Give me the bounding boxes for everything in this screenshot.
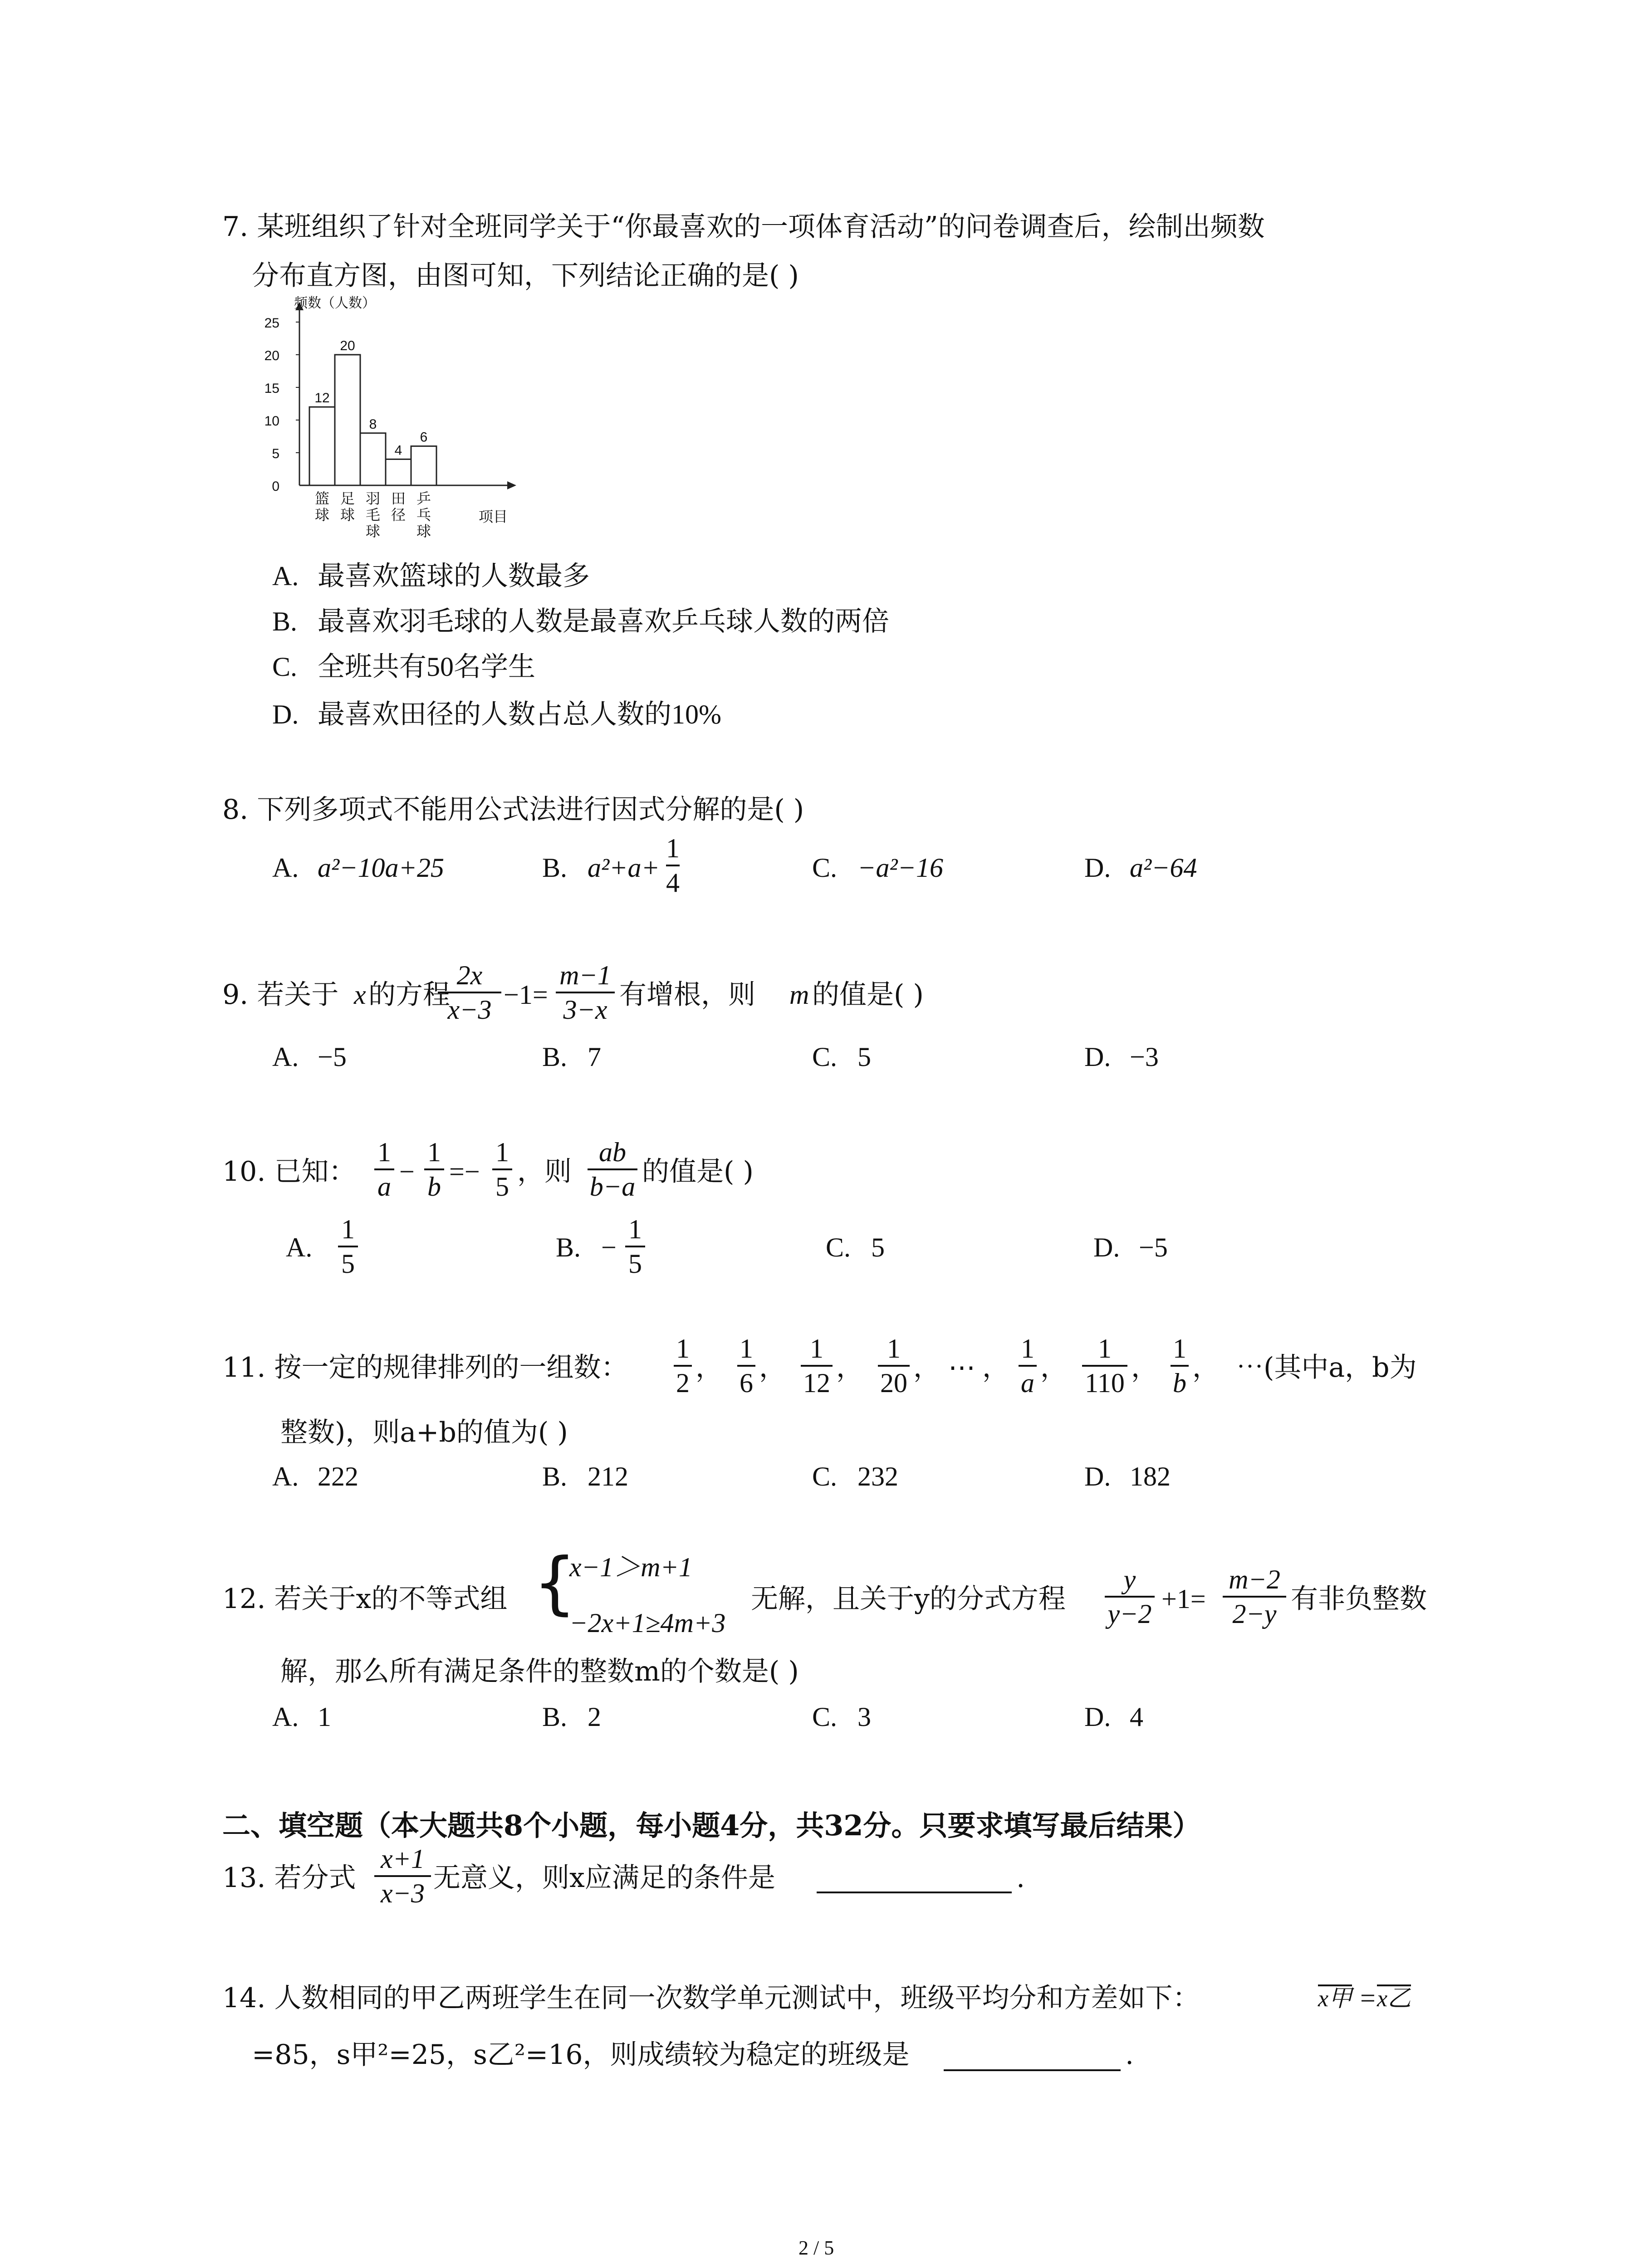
x-tick-label: 球 <box>365 523 381 539</box>
q10-f3-num: 1 <box>495 1137 509 1167</box>
bar-value-label: 4 <box>394 443 402 458</box>
section-2-title: 二、填空题（本大题共8个小题，每小题4分，共32分。只要求填写最后结果） <box>222 1809 1201 1842</box>
y-tick-label: 10 <box>264 414 279 429</box>
q11-fraction-num: 1 <box>887 1334 901 1364</box>
q9-f1-num: 2x <box>456 960 483 990</box>
q10-f1-den: a <box>377 1172 391 1202</box>
q9-option-d-text: −3 <box>1130 1042 1159 1072</box>
bar-value-label: 12 <box>314 391 330 406</box>
q11-fraction <box>1019 1335 1037 1397</box>
q12-option-c-text: 3 <box>857 1702 871 1732</box>
q11-fraction-den: b <box>1173 1368 1186 1398</box>
q11-option-d-label: D. <box>1084 1461 1111 1491</box>
q13-post: 无意义，则x应满足的条件是 <box>433 1862 775 1894</box>
q11-fraction-den: 20 <box>880 1368 907 1398</box>
q8-stem: 8. 下列多项式不能用公式法进行因式分解的是( ) <box>222 794 804 826</box>
q11-ellipsis: ⋯ <box>948 1353 975 1383</box>
q8-option-d-expr: a²−64 <box>1130 853 1197 883</box>
q12-fraction-2 <box>1223 1566 1286 1628</box>
q9-f2-den: 3−x <box>563 995 607 1025</box>
q9-option-d-label: D. <box>1084 1042 1111 1072</box>
q13-fraction <box>374 1845 431 1907</box>
q10-op2: =− <box>449 1157 480 1187</box>
q12-option-a-text: 1 <box>318 1702 331 1732</box>
x-tick-label: 乓 <box>416 507 431 523</box>
q9-option-b-text: 7 <box>588 1042 601 1072</box>
q10-fraction-4 <box>588 1139 637 1200</box>
q10-option-d-text: −5 <box>1139 1232 1168 1262</box>
q12-fraction-1 <box>1105 1566 1155 1628</box>
q9-option-c-label: C. <box>812 1042 838 1072</box>
q11-fraction-num: 1 <box>740 1334 753 1364</box>
q12-option-d-label: D. <box>1084 1702 1111 1732</box>
q13-end: . <box>1016 1862 1025 1894</box>
q9-option-c-text: 5 <box>857 1042 871 1072</box>
q9-pre: 9. 若关于 <box>222 979 339 1011</box>
q8-option-a-expr: a²−10a+25 <box>318 853 444 883</box>
q8-option-c-expr: −a²−16 <box>857 853 943 883</box>
q11-separator: ， <box>982 1352 1009 1383</box>
x-tick-label: 田 <box>391 490 406 507</box>
q11-fraction-num: 1 <box>1021 1334 1034 1364</box>
q9-option-b-label: B. <box>542 1042 568 1072</box>
q11-tail: ⋯(其中a，b为 <box>1236 1352 1417 1383</box>
y-tick-label: 25 <box>264 316 279 331</box>
x-axis-label: 项目 <box>479 508 508 525</box>
q9-var-m: m <box>789 980 809 1010</box>
bar-value-label: 8 <box>369 416 377 432</box>
q7-histogram <box>254 295 544 567</box>
q13-pre: 13. 若分式 <box>222 1862 356 1894</box>
q11-option-d-text: 182 <box>1130 1461 1171 1491</box>
q10-option-a-fraction <box>338 1216 358 1277</box>
x-tick-label: 羽 <box>365 490 381 507</box>
x-tick-label: 径 <box>391 507 406 523</box>
q11-separator: ， <box>836 1352 863 1383</box>
x-tick-label: 球 <box>314 507 330 523</box>
q14-line1: 14. 人数相同的甲乙两班学生在同一次数学单元测试中，班级平均分和方差如下： <box>222 1982 1200 2014</box>
bar-篮球 <box>309 407 335 485</box>
x-tick-label: 球 <box>416 523 431 539</box>
q10-option-c-label: C. <box>826 1232 851 1262</box>
bar-足球 <box>335 355 360 485</box>
q11-fraction-num: 1 <box>810 1334 823 1364</box>
q10-a-num: 1 <box>341 1214 355 1244</box>
q10-mid: ，则 <box>517 1156 572 1188</box>
q9-option-a-label: A. <box>272 1042 299 1072</box>
q8-b-num: 1 <box>666 833 680 863</box>
q9-f1-den: x−3 <box>447 995 492 1025</box>
q8-option-a-label: A. <box>272 853 299 883</box>
q11-pre: 11. 按一定的规律排列的一组数： <box>222 1352 628 1383</box>
q7-option-a-text: 最喜欢篮球的人数最多 <box>318 561 590 591</box>
q7-option-c-label: C. <box>272 652 298 682</box>
q12-ineq1: x−1＞m+1 <box>569 1552 692 1582</box>
q10-a-den: 5 <box>341 1249 355 1279</box>
x-tick-label: 乒 <box>416 490 431 507</box>
q7-option-a-label: A. <box>272 561 299 591</box>
bar-乒乓球 <box>411 446 436 485</box>
bar-value-label: 20 <box>340 338 355 353</box>
q11-fraction <box>737 1335 755 1397</box>
x-tick-label: 篮 <box>314 490 330 507</box>
q8-option-c-label: C. <box>812 853 838 883</box>
q7-option-c-text: 全班共有50名学生 <box>318 652 535 682</box>
q11-fraction <box>1082 1335 1127 1397</box>
q10-f2-num: 1 <box>427 1137 441 1167</box>
q11-separator: ， <box>1192 1352 1220 1383</box>
q11-separator: ， <box>1131 1352 1158 1383</box>
q11-fraction <box>1171 1335 1189 1397</box>
q8-option-d-label: D. <box>1084 853 1111 883</box>
q8-option-b-fraction <box>666 835 680 896</box>
q10-option-b-fraction <box>625 1216 645 1277</box>
q10-fraction-1 <box>374 1139 394 1200</box>
q11-option-b-label: B. <box>542 1461 568 1491</box>
q12-brace: { <box>533 1544 577 1623</box>
q10-b-den: 5 <box>628 1249 642 1279</box>
q7-stem-line1: 7. 某班组织了针对全班同学关于“你最喜欢的一项体育活动”的问卷调查后，绘制出频数 <box>222 211 1265 243</box>
q11-separator: ， <box>696 1352 723 1383</box>
q14-line2: =85，s甲²=25，s乙²=16，则成绩较为稳定的班级是 <box>252 2039 910 2071</box>
q9-fraction-1 <box>438 962 501 1023</box>
q10-fraction-2 <box>424 1139 444 1200</box>
q11-option-a-label: A. <box>272 1461 299 1491</box>
q11-fraction-den: a <box>1021 1368 1034 1398</box>
q12-f2-den: 2−y <box>1232 1599 1277 1629</box>
q11-fraction-num: 1 <box>676 1334 690 1364</box>
q12-option-a-label: A. <box>272 1702 299 1732</box>
q10-option-b-sign: − <box>601 1232 617 1262</box>
q14-xbar-b: x乙 <box>1377 1984 1411 2011</box>
q10-f3-den: 5 <box>495 1172 509 1202</box>
x-tick-label: 足 <box>340 490 355 507</box>
q9-tail: 的值是( ) <box>812 979 924 1011</box>
bar-羽毛球 <box>360 433 386 485</box>
q10-f4-num: ab <box>599 1137 626 1167</box>
q11-fraction-den: 12 <box>803 1368 830 1398</box>
y-tick-label: 15 <box>264 381 279 396</box>
q14-answer-blank[interactable] <box>944 2069 1121 2071</box>
q12-option-c-label: C. <box>812 1702 838 1732</box>
y-tick-label: 5 <box>272 446 279 461</box>
q13-den: x−3 <box>380 1878 425 1908</box>
q11-fraction <box>878 1335 910 1397</box>
q14-end: . <box>1125 2039 1134 2071</box>
q10-b-num: 1 <box>628 1214 642 1244</box>
q12-pre: 12. 若关于x的不等式组 <box>222 1583 508 1615</box>
q11-option-a-text: 222 <box>318 1461 358 1491</box>
q11-fraction-den: 110 <box>1085 1368 1125 1398</box>
q12-plus1: +1= <box>1161 1584 1206 1614</box>
q11-fraction <box>801 1335 833 1397</box>
q7-stem-line2: 分布直方图，由图可知，下列结论正确的是( ) <box>252 260 799 292</box>
q14-eq: = <box>1360 1983 1376 2013</box>
q12-f1-num: y <box>1123 1564 1136 1594</box>
q11-fraction-num: 1 <box>1173 1334 1186 1364</box>
q12-option-b-text: 2 <box>588 1702 601 1732</box>
q11-option-c-label: C. <box>812 1461 838 1491</box>
q9-mid: 的方程 <box>368 979 450 1011</box>
q7-option-b-text: 最喜欢羽毛球的人数是最喜欢乒乓球人数的两倍 <box>318 606 889 636</box>
q13-answer-blank[interactable] <box>817 1892 1012 1893</box>
y-tick-label: 20 <box>264 348 279 363</box>
q11-fraction-num: 1 <box>1098 1334 1112 1364</box>
q11-option-b-text: 212 <box>588 1461 628 1491</box>
q10-tail: 的值是( ) <box>642 1156 754 1188</box>
q10-option-b-label: B. <box>556 1232 581 1262</box>
q12-option-b-label: B. <box>542 1702 568 1732</box>
page-number: 2 / 5 <box>798 2237 834 2259</box>
q11-separator: ， <box>759 1352 786 1383</box>
bar-value-label: 6 <box>420 430 428 445</box>
y-axis-label: 频数（人数） <box>294 296 376 311</box>
q12-option-d-text: 4 <box>1130 1702 1143 1732</box>
q7-option-b-label: B. <box>272 606 298 636</box>
q10-pre: 10. 已知： <box>222 1156 356 1188</box>
q10-option-a-label: A. <box>286 1232 313 1262</box>
q11-option-c-text: 232 <box>857 1461 898 1491</box>
x-tick-label: 球 <box>340 507 355 523</box>
q8-option-b-label: B. <box>542 853 568 883</box>
q9-minus1: −1= <box>504 980 548 1010</box>
q12-mid: 无解，且关于y的分式方程 <box>751 1583 1066 1615</box>
q7-option-d-text: 最喜欢田径的人数占总人数的10% <box>318 699 721 729</box>
bar-田径 <box>386 459 411 485</box>
q8-option-b-expr: a²+a+ <box>588 853 660 883</box>
q12-tail: 有非负整数 <box>1291 1583 1427 1615</box>
q10-option-d-label: D. <box>1093 1232 1120 1262</box>
q14-xbar-a: x甲 <box>1318 1984 1352 2011</box>
q9-option-a-text: −5 <box>318 1042 347 1072</box>
q10-f1-num: 1 <box>377 1137 391 1167</box>
q9-post: 有增根，则 <box>619 979 755 1011</box>
q12-f1-den: y−2 <box>1107 1599 1152 1629</box>
q9-f2-num: m−1 <box>559 960 611 990</box>
q10-f2-den: b <box>427 1172 441 1202</box>
q13-num: x+1 <box>380 1844 425 1874</box>
q10-option-c-text: 5 <box>871 1232 885 1262</box>
q9-var-x: x <box>354 980 366 1010</box>
q11-separator: ， <box>1040 1352 1068 1383</box>
q11-fraction-den: 6 <box>740 1368 753 1398</box>
q11-separator: ， <box>913 1352 941 1383</box>
x-axis-arrow <box>507 481 516 489</box>
q10-op1: − <box>399 1157 415 1187</box>
q9-fraction-2 <box>556 962 615 1023</box>
q12-line2: 解，那么所有满足条件的整数m的个数是( ) <box>280 1656 799 1687</box>
q7-option-d-label: D. <box>272 699 299 729</box>
q11-line2: 整数)，则a+b的值为( ) <box>280 1417 568 1448</box>
q10-fraction-3 <box>492 1139 512 1200</box>
y-tick-label: 0 <box>272 479 279 494</box>
q12-ineq2: −2x+1≥4m+3 <box>569 1608 726 1638</box>
q8-b-den: 4 <box>666 868 680 898</box>
q11-fraction <box>674 1335 692 1397</box>
x-tick-label: 毛 <box>365 507 381 523</box>
q12-f2-num: m−2 <box>1229 1564 1280 1594</box>
q10-f4-den: b−a <box>589 1172 636 1202</box>
q11-fraction-den: 2 <box>676 1368 690 1398</box>
